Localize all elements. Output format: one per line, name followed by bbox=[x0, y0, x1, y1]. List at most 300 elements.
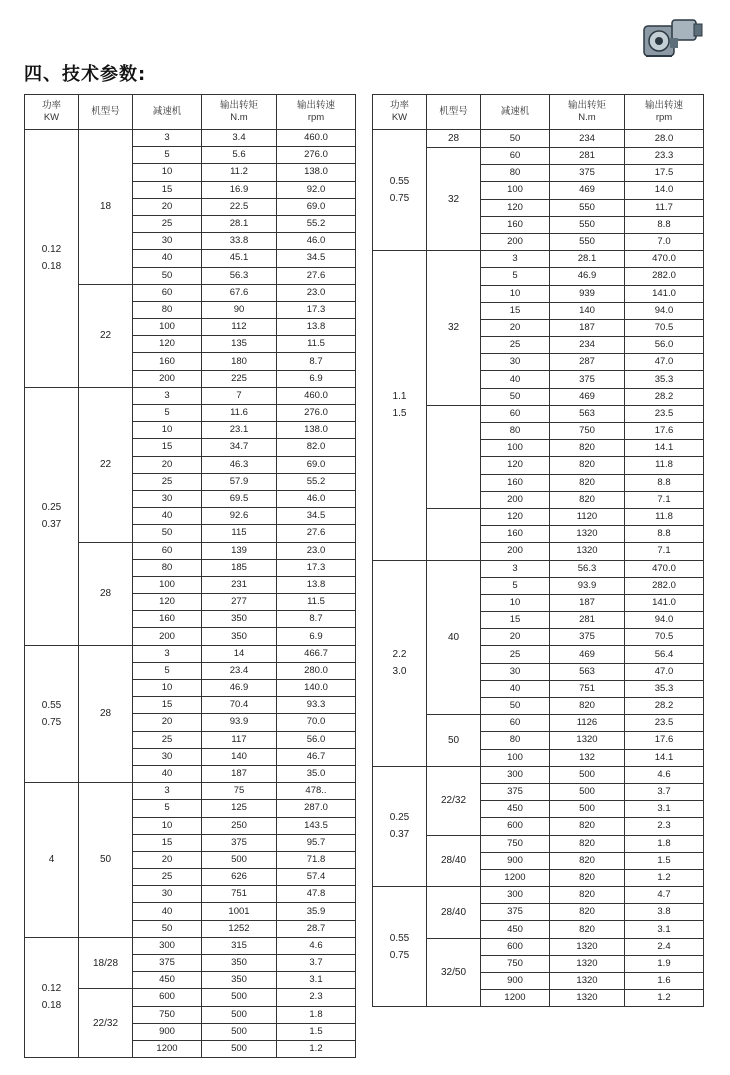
speed-cell: 1.8 bbox=[625, 835, 704, 852]
column-header-line: 机型号 bbox=[91, 106, 120, 117]
torque-cell: 187 bbox=[202, 765, 277, 782]
column-header bbox=[133, 95, 202, 130]
torque-cell: 28.1 bbox=[550, 251, 625, 268]
power-value: 1.5 bbox=[392, 408, 407, 420]
speed-cell: 56.0 bbox=[625, 337, 704, 354]
model-cell: 28 bbox=[79, 645, 133, 783]
ratio-cell: 200 bbox=[481, 233, 550, 250]
ratio-cell: 160 bbox=[481, 216, 550, 233]
column-header-line: 输出转速 bbox=[644, 100, 683, 111]
column-header-line: 输出转矩 bbox=[219, 100, 258, 111]
torque-cell: 350 bbox=[202, 611, 277, 628]
speed-cell: 69.0 bbox=[277, 456, 356, 473]
speed-cell: 17.6 bbox=[625, 423, 704, 440]
column-header-line: 功率 bbox=[41, 100, 61, 111]
torque-cell: 28.1 bbox=[202, 215, 277, 232]
ratio-cell: 80 bbox=[481, 423, 550, 440]
speed-cell: 55.2 bbox=[277, 473, 356, 490]
column-header-line: 功率 bbox=[389, 100, 409, 111]
speed-cell: 14.1 bbox=[625, 749, 704, 766]
speed-cell: 8.8 bbox=[625, 526, 704, 543]
ratio-cell: 375 bbox=[481, 904, 550, 921]
ratio-cell: 120 bbox=[481, 199, 550, 216]
ratio-cell: 200 bbox=[133, 370, 202, 387]
speed-cell: 17.3 bbox=[277, 559, 356, 576]
torque-cell: 350 bbox=[202, 628, 277, 645]
speed-cell: 1.2 bbox=[625, 990, 704, 1007]
torque-cell: 820 bbox=[550, 440, 625, 457]
speed-cell: 14.1 bbox=[625, 440, 704, 457]
ratio-cell: 600 bbox=[481, 818, 550, 835]
power-value: 2.2 bbox=[392, 649, 407, 661]
column-header-line: KW bbox=[391, 112, 408, 123]
model-cell: 22 bbox=[79, 387, 133, 542]
ratio-cell: 50 bbox=[133, 525, 202, 542]
ratio-cell: 25 bbox=[481, 337, 550, 354]
torque-cell: 1320 bbox=[550, 973, 625, 990]
ratio-cell: 15 bbox=[133, 834, 202, 851]
torque-cell: 56.3 bbox=[550, 560, 625, 577]
power-value: 0.25 bbox=[389, 812, 410, 824]
ratio-cell: 25 bbox=[133, 215, 202, 232]
torque-cell: 187 bbox=[550, 594, 625, 611]
power-cell bbox=[25, 937, 79, 1057]
model-cell: 32/50 bbox=[427, 938, 481, 1007]
speed-cell: 2.4 bbox=[625, 938, 704, 955]
torque-cell: 500 bbox=[202, 851, 277, 868]
speed-cell: 3.7 bbox=[277, 955, 356, 972]
torque-cell: 75 bbox=[202, 783, 277, 800]
torque-cell: 1320 bbox=[550, 938, 625, 955]
torque-cell: 820 bbox=[550, 869, 625, 886]
speed-cell: 8.7 bbox=[277, 611, 356, 628]
model-cell: 18 bbox=[79, 130, 133, 285]
ratio-cell: 1200 bbox=[133, 1040, 202, 1057]
power-cell bbox=[25, 130, 79, 388]
ratio-cell: 40 bbox=[481, 371, 550, 388]
torque-cell: 281 bbox=[550, 612, 625, 629]
power-value: 0.25 bbox=[41, 502, 62, 514]
power-cell bbox=[25, 783, 79, 938]
speed-cell: 282.0 bbox=[625, 577, 704, 594]
speed-cell: 23.0 bbox=[277, 284, 356, 301]
ratio-cell: 120 bbox=[481, 457, 550, 474]
torque-cell: 1320 bbox=[550, 543, 625, 560]
power-value: 0.37 bbox=[389, 829, 410, 841]
table-header-row bbox=[373, 95, 704, 130]
model-cell: 18/28 bbox=[79, 937, 133, 989]
speed-cell: 70.0 bbox=[277, 714, 356, 731]
speed-cell: 92.0 bbox=[277, 181, 356, 198]
speed-cell: 70.5 bbox=[625, 319, 704, 336]
column-header-line: 输出转矩 bbox=[567, 100, 606, 111]
torque-cell: 469 bbox=[550, 182, 625, 199]
ratio-cell: 900 bbox=[481, 973, 550, 990]
torque-cell: 3.4 bbox=[202, 130, 277, 147]
table-row bbox=[25, 645, 356, 662]
torque-cell: 1120 bbox=[550, 508, 625, 525]
torque-cell: 46.3 bbox=[202, 456, 277, 473]
ratio-cell: 750 bbox=[481, 835, 550, 852]
speed-cell: 46.0 bbox=[277, 490, 356, 507]
ratio-cell: 10 bbox=[133, 817, 202, 834]
speed-cell: 69.0 bbox=[277, 198, 356, 215]
speed-cell: 14.0 bbox=[625, 182, 704, 199]
speed-cell: 27.6 bbox=[277, 525, 356, 542]
speed-cell: 460.0 bbox=[277, 130, 356, 147]
power-cell bbox=[25, 645, 79, 783]
ratio-cell: 30 bbox=[481, 663, 550, 680]
column-header bbox=[25, 95, 79, 130]
torque-cell: 57.9 bbox=[202, 473, 277, 490]
torque-cell: 500 bbox=[550, 766, 625, 783]
torque-cell: 234 bbox=[550, 130, 625, 148]
torque-cell: 1320 bbox=[550, 526, 625, 543]
ratio-cell: 300 bbox=[481, 766, 550, 783]
ratio-cell: 900 bbox=[133, 1023, 202, 1040]
speed-cell: 71.8 bbox=[277, 851, 356, 868]
speed-cell: 1.5 bbox=[277, 1023, 356, 1040]
ratio-cell: 40 bbox=[133, 508, 202, 525]
model-cell: 28 bbox=[79, 542, 133, 645]
speed-cell: 276.0 bbox=[277, 147, 356, 164]
model-cell bbox=[427, 405, 481, 508]
speed-cell: 17.3 bbox=[277, 301, 356, 318]
ratio-cell: 10 bbox=[133, 422, 202, 439]
torque-cell: 33.8 bbox=[202, 233, 277, 250]
speed-cell: 1.8 bbox=[277, 1006, 356, 1023]
ratio-cell: 750 bbox=[133, 1006, 202, 1023]
table-row bbox=[25, 937, 356, 954]
ratio-cell: 60 bbox=[481, 405, 550, 422]
torque-cell: 820 bbox=[550, 474, 625, 491]
ratio-cell: 200 bbox=[133, 628, 202, 645]
column-header-line: 机型号 bbox=[439, 106, 468, 117]
ratio-cell: 80 bbox=[481, 732, 550, 749]
speed-cell: 94.0 bbox=[625, 612, 704, 629]
speed-cell: 11.5 bbox=[277, 594, 356, 611]
ratio-cell: 120 bbox=[133, 594, 202, 611]
ratio-cell: 30 bbox=[133, 490, 202, 507]
ratio-cell: 40 bbox=[133, 250, 202, 267]
torque-cell: 350 bbox=[202, 955, 277, 972]
speed-cell: 8.7 bbox=[277, 353, 356, 370]
torque-cell: 750 bbox=[550, 423, 625, 440]
torque-cell: 5.6 bbox=[202, 147, 277, 164]
column-header bbox=[481, 95, 550, 130]
power-cell bbox=[373, 766, 427, 886]
torque-cell: 500 bbox=[550, 801, 625, 818]
torque-cell: 550 bbox=[550, 216, 625, 233]
speed-cell: 28.7 bbox=[277, 920, 356, 937]
torque-cell: 11.6 bbox=[202, 405, 277, 422]
torque-cell: 820 bbox=[550, 491, 625, 508]
ratio-cell: 80 bbox=[133, 559, 202, 576]
speed-cell: 140.0 bbox=[277, 680, 356, 697]
ratio-cell: 60 bbox=[481, 148, 550, 165]
torque-cell: 11.2 bbox=[202, 164, 277, 181]
ratio-cell: 450 bbox=[481, 921, 550, 938]
torque-cell: 16.9 bbox=[202, 181, 277, 198]
torque-cell: 1320 bbox=[550, 990, 625, 1007]
speed-cell: 56.0 bbox=[277, 731, 356, 748]
torque-cell: 1320 bbox=[550, 955, 625, 972]
table-row bbox=[373, 560, 704, 577]
torque-cell: 281 bbox=[550, 148, 625, 165]
torque-cell: 234 bbox=[550, 337, 625, 354]
ratio-cell: 5 bbox=[133, 147, 202, 164]
torque-cell: 231 bbox=[202, 576, 277, 593]
left-parameter-table bbox=[24, 94, 356, 1058]
table-row bbox=[373, 251, 704, 268]
torque-cell: 93.9 bbox=[550, 577, 625, 594]
torque-cell: 563 bbox=[550, 663, 625, 680]
torque-cell: 23.4 bbox=[202, 662, 277, 679]
speed-cell: 94.0 bbox=[625, 302, 704, 319]
ratio-cell: 50 bbox=[481, 698, 550, 715]
table-header-row bbox=[25, 95, 356, 130]
ratio-cell: 375 bbox=[481, 783, 550, 800]
ratio-cell: 10 bbox=[133, 680, 202, 697]
speed-cell: 35.3 bbox=[625, 680, 704, 697]
ratio-cell: 5 bbox=[133, 405, 202, 422]
torque-cell: 1252 bbox=[202, 920, 277, 937]
ratio-cell: 300 bbox=[133, 937, 202, 954]
speed-cell: 7.0 bbox=[625, 233, 704, 250]
ratio-cell: 160 bbox=[133, 353, 202, 370]
torque-cell: 1320 bbox=[550, 732, 625, 749]
ratio-cell: 30 bbox=[133, 886, 202, 903]
ratio-cell: 15 bbox=[481, 302, 550, 319]
torque-cell: 287 bbox=[550, 354, 625, 371]
torque-cell: 225 bbox=[202, 370, 277, 387]
column-header-line: N.m bbox=[578, 112, 596, 123]
speed-cell: 23.3 bbox=[625, 148, 704, 165]
speed-cell: 470.0 bbox=[625, 560, 704, 577]
speed-cell: 138.0 bbox=[277, 164, 356, 181]
speed-cell: 4.7 bbox=[625, 887, 704, 904]
model-cell: 28/40 bbox=[427, 835, 481, 887]
torque-cell: 46.9 bbox=[202, 680, 277, 697]
speed-cell: 141.0 bbox=[625, 285, 704, 302]
speed-cell: 7.1 bbox=[625, 491, 704, 508]
ratio-cell: 300 bbox=[481, 887, 550, 904]
ratio-cell: 40 bbox=[481, 680, 550, 697]
column-header-line: rpm bbox=[655, 112, 673, 123]
speed-cell: 282.0 bbox=[625, 268, 704, 285]
speed-cell: 3.1 bbox=[277, 972, 356, 989]
torque-cell: 820 bbox=[550, 818, 625, 835]
table-body bbox=[373, 130, 704, 1007]
torque-cell: 550 bbox=[550, 199, 625, 216]
speed-cell: 2.3 bbox=[625, 818, 704, 835]
torque-cell: 820 bbox=[550, 904, 625, 921]
speed-cell: 35.0 bbox=[277, 765, 356, 782]
speed-cell: 1.5 bbox=[625, 852, 704, 869]
torque-cell: 125 bbox=[202, 800, 277, 817]
speed-cell: 95.7 bbox=[277, 834, 356, 851]
torque-cell: 34.7 bbox=[202, 439, 277, 456]
ratio-cell: 450 bbox=[133, 972, 202, 989]
ratio-cell: 3 bbox=[133, 783, 202, 800]
ratio-cell: 80 bbox=[133, 301, 202, 318]
column-header bbox=[625, 95, 704, 130]
speed-cell: 56.4 bbox=[625, 646, 704, 663]
torque-cell: 820 bbox=[550, 698, 625, 715]
ratio-cell: 80 bbox=[481, 165, 550, 182]
column-header bbox=[79, 95, 133, 130]
speed-cell: 13.8 bbox=[277, 576, 356, 593]
ratio-cell: 20 bbox=[133, 456, 202, 473]
speed-cell: 17.5 bbox=[625, 165, 704, 182]
torque-cell: 315 bbox=[202, 937, 277, 954]
speed-cell: 280.0 bbox=[277, 662, 356, 679]
torque-cell: 375 bbox=[550, 371, 625, 388]
ratio-cell: 375 bbox=[133, 955, 202, 972]
speed-cell: 3.7 bbox=[625, 783, 704, 800]
speed-cell: 3.1 bbox=[625, 921, 704, 938]
model-cell: 32 bbox=[427, 148, 481, 251]
torque-cell: 56.3 bbox=[202, 267, 277, 284]
power-value: 0.55 bbox=[389, 932, 410, 944]
table-body bbox=[25, 130, 356, 1058]
torque-cell: 140 bbox=[202, 748, 277, 765]
speed-cell: 7.1 bbox=[625, 543, 704, 560]
model-cell: 22/32 bbox=[79, 989, 133, 1058]
torque-cell: 180 bbox=[202, 353, 277, 370]
power-value: 0.18 bbox=[41, 1000, 62, 1012]
power-value: 0.55 bbox=[389, 176, 410, 188]
table-row bbox=[373, 766, 704, 783]
power-value: 0.12 bbox=[41, 983, 62, 995]
column-header bbox=[550, 95, 625, 130]
speed-cell: 17.6 bbox=[625, 732, 704, 749]
speed-cell: 57.4 bbox=[277, 869, 356, 886]
ratio-cell: 200 bbox=[481, 491, 550, 508]
torque-cell: 14 bbox=[202, 645, 277, 662]
ratio-cell: 10 bbox=[481, 594, 550, 611]
speed-cell: 23.5 bbox=[625, 405, 704, 422]
speed-cell: 11.8 bbox=[625, 508, 704, 525]
torque-cell: 550 bbox=[550, 233, 625, 250]
ratio-cell: 100 bbox=[133, 576, 202, 593]
power-value: 0.18 bbox=[41, 261, 62, 273]
torque-cell: 563 bbox=[550, 405, 625, 422]
torque-cell: 820 bbox=[550, 457, 625, 474]
speed-cell: 466.7 bbox=[277, 645, 356, 662]
torque-cell: 46.9 bbox=[550, 268, 625, 285]
ratio-cell: 20 bbox=[133, 198, 202, 215]
ratio-cell: 25 bbox=[133, 473, 202, 490]
speed-cell: 470.0 bbox=[625, 251, 704, 268]
ratio-cell: 25 bbox=[481, 646, 550, 663]
column-header-line: 输出转速 bbox=[296, 100, 335, 111]
torque-cell: 375 bbox=[550, 165, 625, 182]
speed-cell: 2.3 bbox=[277, 989, 356, 1006]
speed-cell: 138.0 bbox=[277, 422, 356, 439]
speed-cell: 8.8 bbox=[625, 474, 704, 491]
ratio-cell: 120 bbox=[481, 508, 550, 525]
ratio-cell: 20 bbox=[481, 629, 550, 646]
ratio-cell: 600 bbox=[481, 938, 550, 955]
speed-cell: 460.0 bbox=[277, 387, 356, 404]
speed-cell: 1.9 bbox=[625, 955, 704, 972]
torque-cell: 820 bbox=[550, 852, 625, 869]
ratio-cell: 20 bbox=[133, 851, 202, 868]
torque-cell: 751 bbox=[550, 680, 625, 697]
ratio-cell: 3 bbox=[481, 251, 550, 268]
ratio-cell: 5 bbox=[481, 577, 550, 594]
torque-cell: 375 bbox=[202, 834, 277, 851]
torque-cell: 132 bbox=[550, 749, 625, 766]
torque-cell: 117 bbox=[202, 731, 277, 748]
column-header-line: N.m bbox=[230, 112, 248, 123]
power-value: 0.75 bbox=[389, 193, 410, 205]
torque-cell: 93.9 bbox=[202, 714, 277, 731]
ratio-cell: 30 bbox=[133, 748, 202, 765]
column-header bbox=[277, 95, 356, 130]
model-cell: 22 bbox=[79, 284, 133, 387]
torque-cell: 500 bbox=[202, 989, 277, 1006]
ratio-cell: 20 bbox=[481, 319, 550, 336]
torque-cell: 23.1 bbox=[202, 422, 277, 439]
ratio-cell: 100 bbox=[481, 749, 550, 766]
table-row bbox=[25, 130, 356, 147]
ratio-cell: 60 bbox=[481, 715, 550, 732]
torque-cell: 500 bbox=[202, 1040, 277, 1057]
torque-cell: 1001 bbox=[202, 903, 277, 920]
speed-cell: 276.0 bbox=[277, 405, 356, 422]
ratio-cell: 600 bbox=[133, 989, 202, 1006]
speed-cell: 55.2 bbox=[277, 215, 356, 232]
speed-cell: 46.7 bbox=[277, 748, 356, 765]
ratio-cell: 200 bbox=[481, 543, 550, 560]
model-cell: 28/40 bbox=[427, 887, 481, 939]
table-row bbox=[25, 387, 356, 404]
power-value: 0.55 bbox=[41, 699, 62, 711]
speed-cell: 141.0 bbox=[625, 594, 704, 611]
column-header-line: 减速机 bbox=[152, 106, 182, 117]
torque-cell: 90 bbox=[202, 301, 277, 318]
speed-cell: 28.0 bbox=[625, 130, 704, 148]
torque-cell: 500 bbox=[202, 1006, 277, 1023]
torque-cell: 7 bbox=[202, 387, 277, 404]
ratio-cell: 15 bbox=[133, 439, 202, 456]
torque-cell: 135 bbox=[202, 336, 277, 353]
speed-cell: 3.1 bbox=[625, 801, 704, 818]
speed-cell: 478.. bbox=[277, 783, 356, 800]
ratio-cell: 40 bbox=[133, 903, 202, 920]
speed-cell: 34.5 bbox=[277, 508, 356, 525]
torque-cell: 939 bbox=[550, 285, 625, 302]
column-header-line: rpm bbox=[307, 112, 325, 123]
torque-cell: 1126 bbox=[550, 715, 625, 732]
speed-cell: 143.5 bbox=[277, 817, 356, 834]
speed-cell: 11.8 bbox=[625, 457, 704, 474]
column-header bbox=[373, 95, 427, 130]
power-value: 0.37 bbox=[41, 519, 62, 531]
ratio-cell: 15 bbox=[481, 612, 550, 629]
power-cell bbox=[373, 251, 427, 560]
torque-cell: 112 bbox=[202, 319, 277, 336]
ratio-cell: 25 bbox=[133, 731, 202, 748]
power-value: 0.75 bbox=[41, 716, 62, 728]
torque-cell: 45.1 bbox=[202, 250, 277, 267]
ratio-cell: 5 bbox=[133, 662, 202, 679]
table-row bbox=[25, 783, 356, 800]
ratio-cell: 160 bbox=[481, 474, 550, 491]
speed-cell: 34.5 bbox=[277, 250, 356, 267]
